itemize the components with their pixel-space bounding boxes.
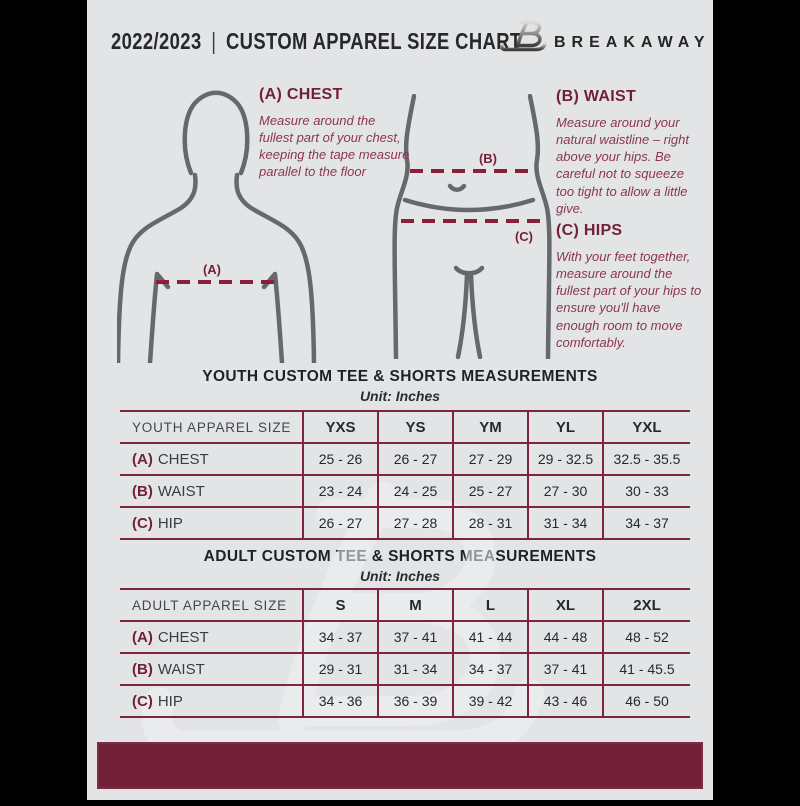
size-range-cell: 37 - 41 xyxy=(528,653,603,685)
doc-year: 2022/2023 xyxy=(111,28,202,54)
size-range-cell: 27 - 30 xyxy=(528,475,603,507)
waist-section-heading: (B) WAIST xyxy=(556,88,637,105)
waist-section-instructions: Measure around your natural waistline – right above your hips. Be careful not to squeeze too tight to allow a little give. xyxy=(556,115,689,216)
youth-table-title: YOUTH CUSTOM TEE & SHORTS MEASUREMENTS xyxy=(202,368,598,385)
chest-marker-label: (A) xyxy=(202,262,222,277)
table-row xyxy=(120,507,690,539)
adult-size-table xyxy=(120,588,690,718)
measurement-label-cell xyxy=(120,685,303,717)
size-range-cell: 26 - 27 xyxy=(378,443,453,475)
size-column-header: L xyxy=(453,589,528,621)
size-column-header: XL xyxy=(528,589,603,621)
size-chart-page xyxy=(87,0,713,800)
size-range-cell: 37 - 41 xyxy=(378,621,453,653)
size-range-cell: 46 - 50 xyxy=(603,685,690,717)
measurement-name: WAIST xyxy=(157,660,205,678)
measurement-name: WAIST xyxy=(157,482,205,500)
size-column-header: 2XL xyxy=(603,589,690,621)
measurement-label-cell xyxy=(120,653,303,685)
hips-section-heading: (C) HIPS xyxy=(556,222,623,239)
measurement-name: HIP xyxy=(157,514,183,532)
size-range-cell: 43 - 46 xyxy=(528,685,603,717)
measurement-label-cell xyxy=(120,621,303,653)
size-range-cell: 39 - 42 xyxy=(453,685,528,717)
table-row xyxy=(120,621,690,653)
document-title xyxy=(111,28,522,55)
table-row xyxy=(120,443,690,475)
size-range-cell: 34 - 37 xyxy=(303,621,378,653)
size-range-cell: 36 - 39 xyxy=(378,685,453,717)
measurement-name: CHEST xyxy=(157,450,209,468)
size-range-cell: 26 - 27 xyxy=(303,507,378,539)
measurement-letter: (A) xyxy=(132,628,153,646)
size-range-cell: 34 - 37 xyxy=(453,653,528,685)
measurement-label-cell xyxy=(120,507,303,539)
adult-table-unit: Unit: Inches xyxy=(359,568,441,584)
size-range-cell: 24 - 25 xyxy=(378,475,453,507)
size-range-cell: 27 - 28 xyxy=(378,507,453,539)
table-row xyxy=(120,685,690,717)
measurement-label-cell xyxy=(120,475,303,507)
chest-section-heading: (A) CHEST xyxy=(259,86,343,103)
size-range-cell: 31 - 34 xyxy=(528,507,603,539)
size-range-cell: 44 - 48 xyxy=(528,621,603,653)
hips-section-instructions: With your feet together, measure around the fullest part of your hips to ensure you'll have enough room to move comfortably. xyxy=(556,249,702,350)
table-header-row xyxy=(120,411,690,443)
measurement-letter: (C) xyxy=(132,692,153,710)
size-range-cell: 48 - 52 xyxy=(603,621,690,653)
size-column-header: M xyxy=(378,589,453,621)
table-row xyxy=(120,475,690,507)
adult-size-table-container xyxy=(120,588,690,718)
brand-name: BREAKAWAY xyxy=(554,34,711,51)
youth-table-unit: Unit: Inches xyxy=(359,388,441,404)
chest-section-instructions: Measure around the fullest part of your chest, keeping the tape measure parallel to the floor xyxy=(259,113,410,180)
table-header-row xyxy=(120,589,690,621)
size-range-cell: 41 - 45.5 xyxy=(603,653,690,685)
size-column-header: S xyxy=(303,589,378,621)
table-row xyxy=(120,653,690,685)
measurement-letter: (B) xyxy=(132,660,153,678)
size-range-cell: 30 - 33 xyxy=(603,475,690,507)
measurement-label-cell xyxy=(120,443,303,475)
size-range-cell: 25 - 26 xyxy=(303,443,378,475)
size-range-cell: 27 - 29 xyxy=(453,443,528,475)
youth-size-table xyxy=(120,410,690,540)
size-column-header: YS xyxy=(378,411,453,443)
size-range-cell: 29 - 31 xyxy=(303,653,378,685)
size-range-cell: 34 - 36 xyxy=(303,685,378,717)
size-range-cell: 25 - 27 xyxy=(453,475,528,507)
adult-table-title: ADULT CUSTOM TEE & SHORTS MEASUREMENTS xyxy=(203,548,597,565)
size-column-header: YXS xyxy=(303,411,378,443)
measurement-name: HIP xyxy=(157,692,183,710)
size-range-cell: 29 - 32.5 xyxy=(528,443,603,475)
title-divider: | xyxy=(211,28,217,54)
waist-marker-label: (B) xyxy=(478,151,498,166)
measurement-letter: (A) xyxy=(132,450,153,468)
doc-title-text: CUSTOM APPAREL SIZE CHART xyxy=(225,28,522,54)
size-range-cell: 23 - 24 xyxy=(303,475,378,507)
size-column-header: YM xyxy=(453,411,528,443)
size-range-cell: 31 - 34 xyxy=(378,653,453,685)
footer-accent-bar xyxy=(97,742,703,789)
youth-size-table-container xyxy=(120,410,690,540)
size-range-cell: 41 - 44 xyxy=(453,621,528,653)
measurement-letter: (C) xyxy=(132,514,153,532)
measurement-letter: (B) xyxy=(132,482,153,500)
size-range-cell: 28 - 31 xyxy=(453,507,528,539)
size-column-header: YXL xyxy=(603,411,690,443)
size-range-cell: 34 - 37 xyxy=(603,507,690,539)
size-column-header: YL xyxy=(528,411,603,443)
size-row-header: ADULT APPAREL SIZE xyxy=(120,589,303,621)
size-range-cell: 32.5 - 35.5 xyxy=(603,443,690,475)
breakaway-b-logo-icon xyxy=(500,16,550,58)
measurement-name: CHEST xyxy=(157,628,209,646)
hips-marker-label: (C) xyxy=(514,229,534,244)
size-row-header: YOUTH APPAREL SIZE xyxy=(120,411,303,443)
